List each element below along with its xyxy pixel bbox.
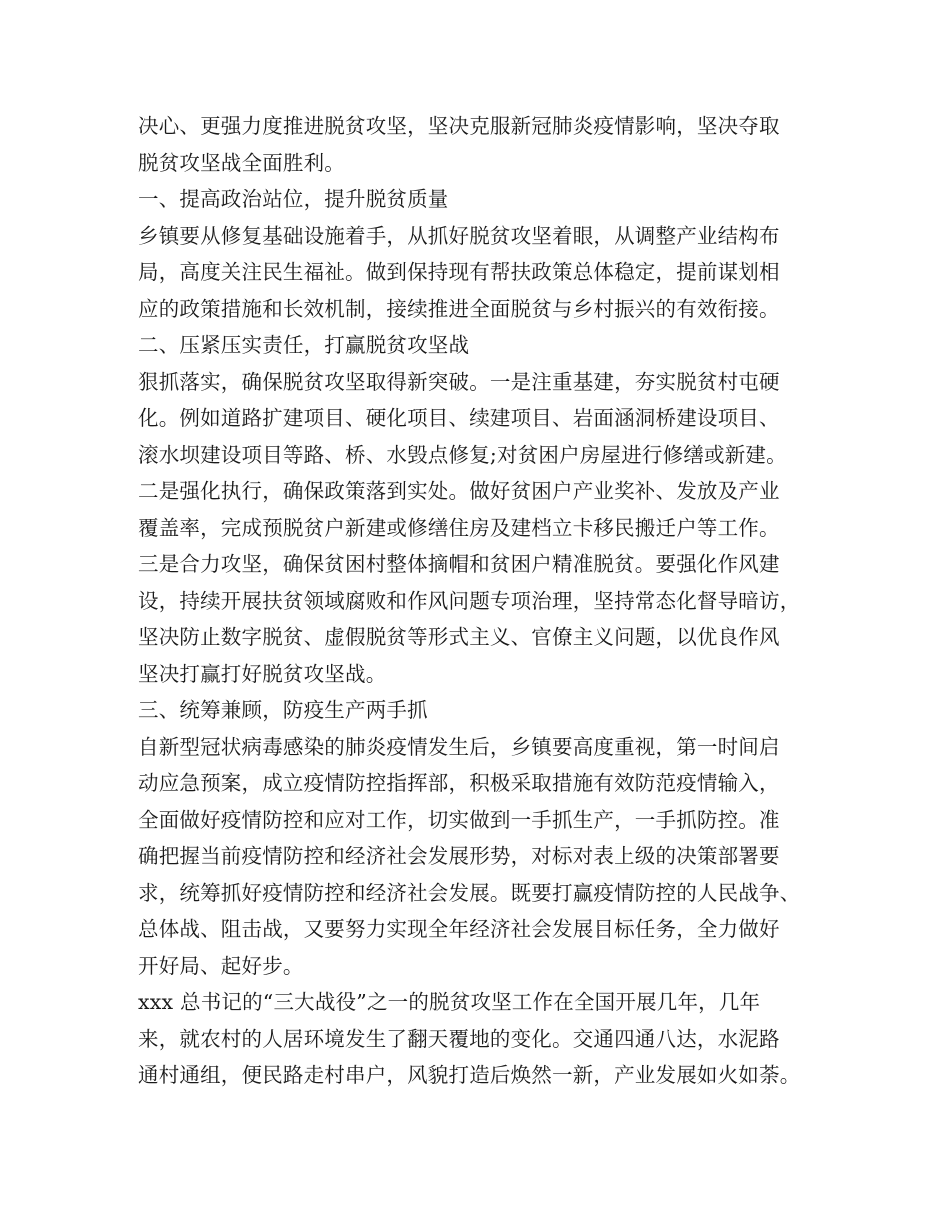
text-line: 全面做好疫情防控和应对工作，切实做到一手抓生产，一手抓防控。准 — [138, 807, 780, 832]
text-line: 二是强化执行，确保政策落到实处。做好贫困户产业奖补、发放及产业 — [138, 479, 780, 503]
text-line: 化。例如道路扩建项目、硬化项目、续建项目、岩面涵洞桥建设项目、 — [138, 406, 780, 430]
text-line: 脱贫攻坚战全面胜利。 — [138, 150, 345, 175]
text-line: 总体战、阻击战，又要努力实现全年经济社会发展目标任务，全力做好 — [138, 917, 780, 941]
text-line: 局，高度关注民生福祉。做到保持现有帮扶政策总体稳定，提前谋划相 — [138, 260, 780, 284]
text-line: 决心、更强力度推进脱贫攻坚，坚决克服新冠肺炎疫情影响，坚决夺取 — [138, 114, 780, 138]
text-line: 动应急预案，成立疫情防控指挥部，积极采取措施有效防范疫情输入， — [138, 771, 780, 795]
text-line: 覆盖率，完成预脱贫户新建或修缮住房及建档立卡移民搬迁户等工作。 — [138, 515, 780, 540]
text-line: 自新型冠状病毒感染的肺炎疫情发生后，乡镇要高度重视，第一时间启 — [138, 734, 780, 759]
text-line: 应的政策措施和长效机制，接续推进全面脱贫与乡村振兴的有效衔接。 — [138, 296, 780, 321]
text-line: 坚决打赢打好脱贫攻坚战。 — [138, 661, 387, 686]
text-line: 乡镇要从修复基础设施着手，从抓好脱贫攻坚着眼，从调整产业结构布 — [138, 223, 780, 248]
text-line: 狠抓落实，确保脱贫攻坚取得新突破。一是注重基建，夯实脱贫村屯硬 — [138, 369, 780, 394]
section-heading: 二、压紧压实责任，打赢脱贫攻坚战 — [138, 333, 470, 357]
text-line: 来，就农村的人居环境发生了翻天覆地的变化。交通四通八达，水泥路 — [138, 1026, 780, 1051]
text-line: 确把握当前疫情防控和经济社会发展形势，对标对表上级的决策部署要 — [138, 844, 780, 868]
text-line: 三是合力攻坚，确保贫困村整体摘帽和贫困户精准脱贫。要强化作风建 — [138, 552, 780, 576]
document-body — [138, 108, 838, 1094]
text-line: 滚水坝建设项目等路、桥、水毁点修复;对贫困户房屋进行修缮或新建。 — [138, 442, 787, 467]
text-line: 设，持续开展扶贫领域腐败和作风问题专项治理，坚持常态化督导暗访， — [138, 588, 801, 613]
text-line: xxx 总书记的“三大战役”之一的脱贫攻坚工作在全国开展几年，几年 — [138, 990, 761, 1014]
text-line: 开好局、起好步。 — [138, 953, 304, 978]
section-heading: 三、统筹兼顾，防疫生产两手抓 — [138, 698, 428, 722]
section-heading: 一、提高政治站位，提升脱贫质量 — [138, 187, 449, 211]
text-line: 通村通组，便民路走村串户，风貌打造后焕然一新，产业发展如火如荼。 — [138, 1063, 801, 1087]
text-line: 坚决防止数字脱贫、虚假脱贫等形式主义、官僚主义问题，以优良作风 — [138, 625, 780, 649]
text-line: 求，统筹抓好疫情防控和经济社会发展。既要打赢疫情防控的人民战争、 — [138, 880, 801, 905]
